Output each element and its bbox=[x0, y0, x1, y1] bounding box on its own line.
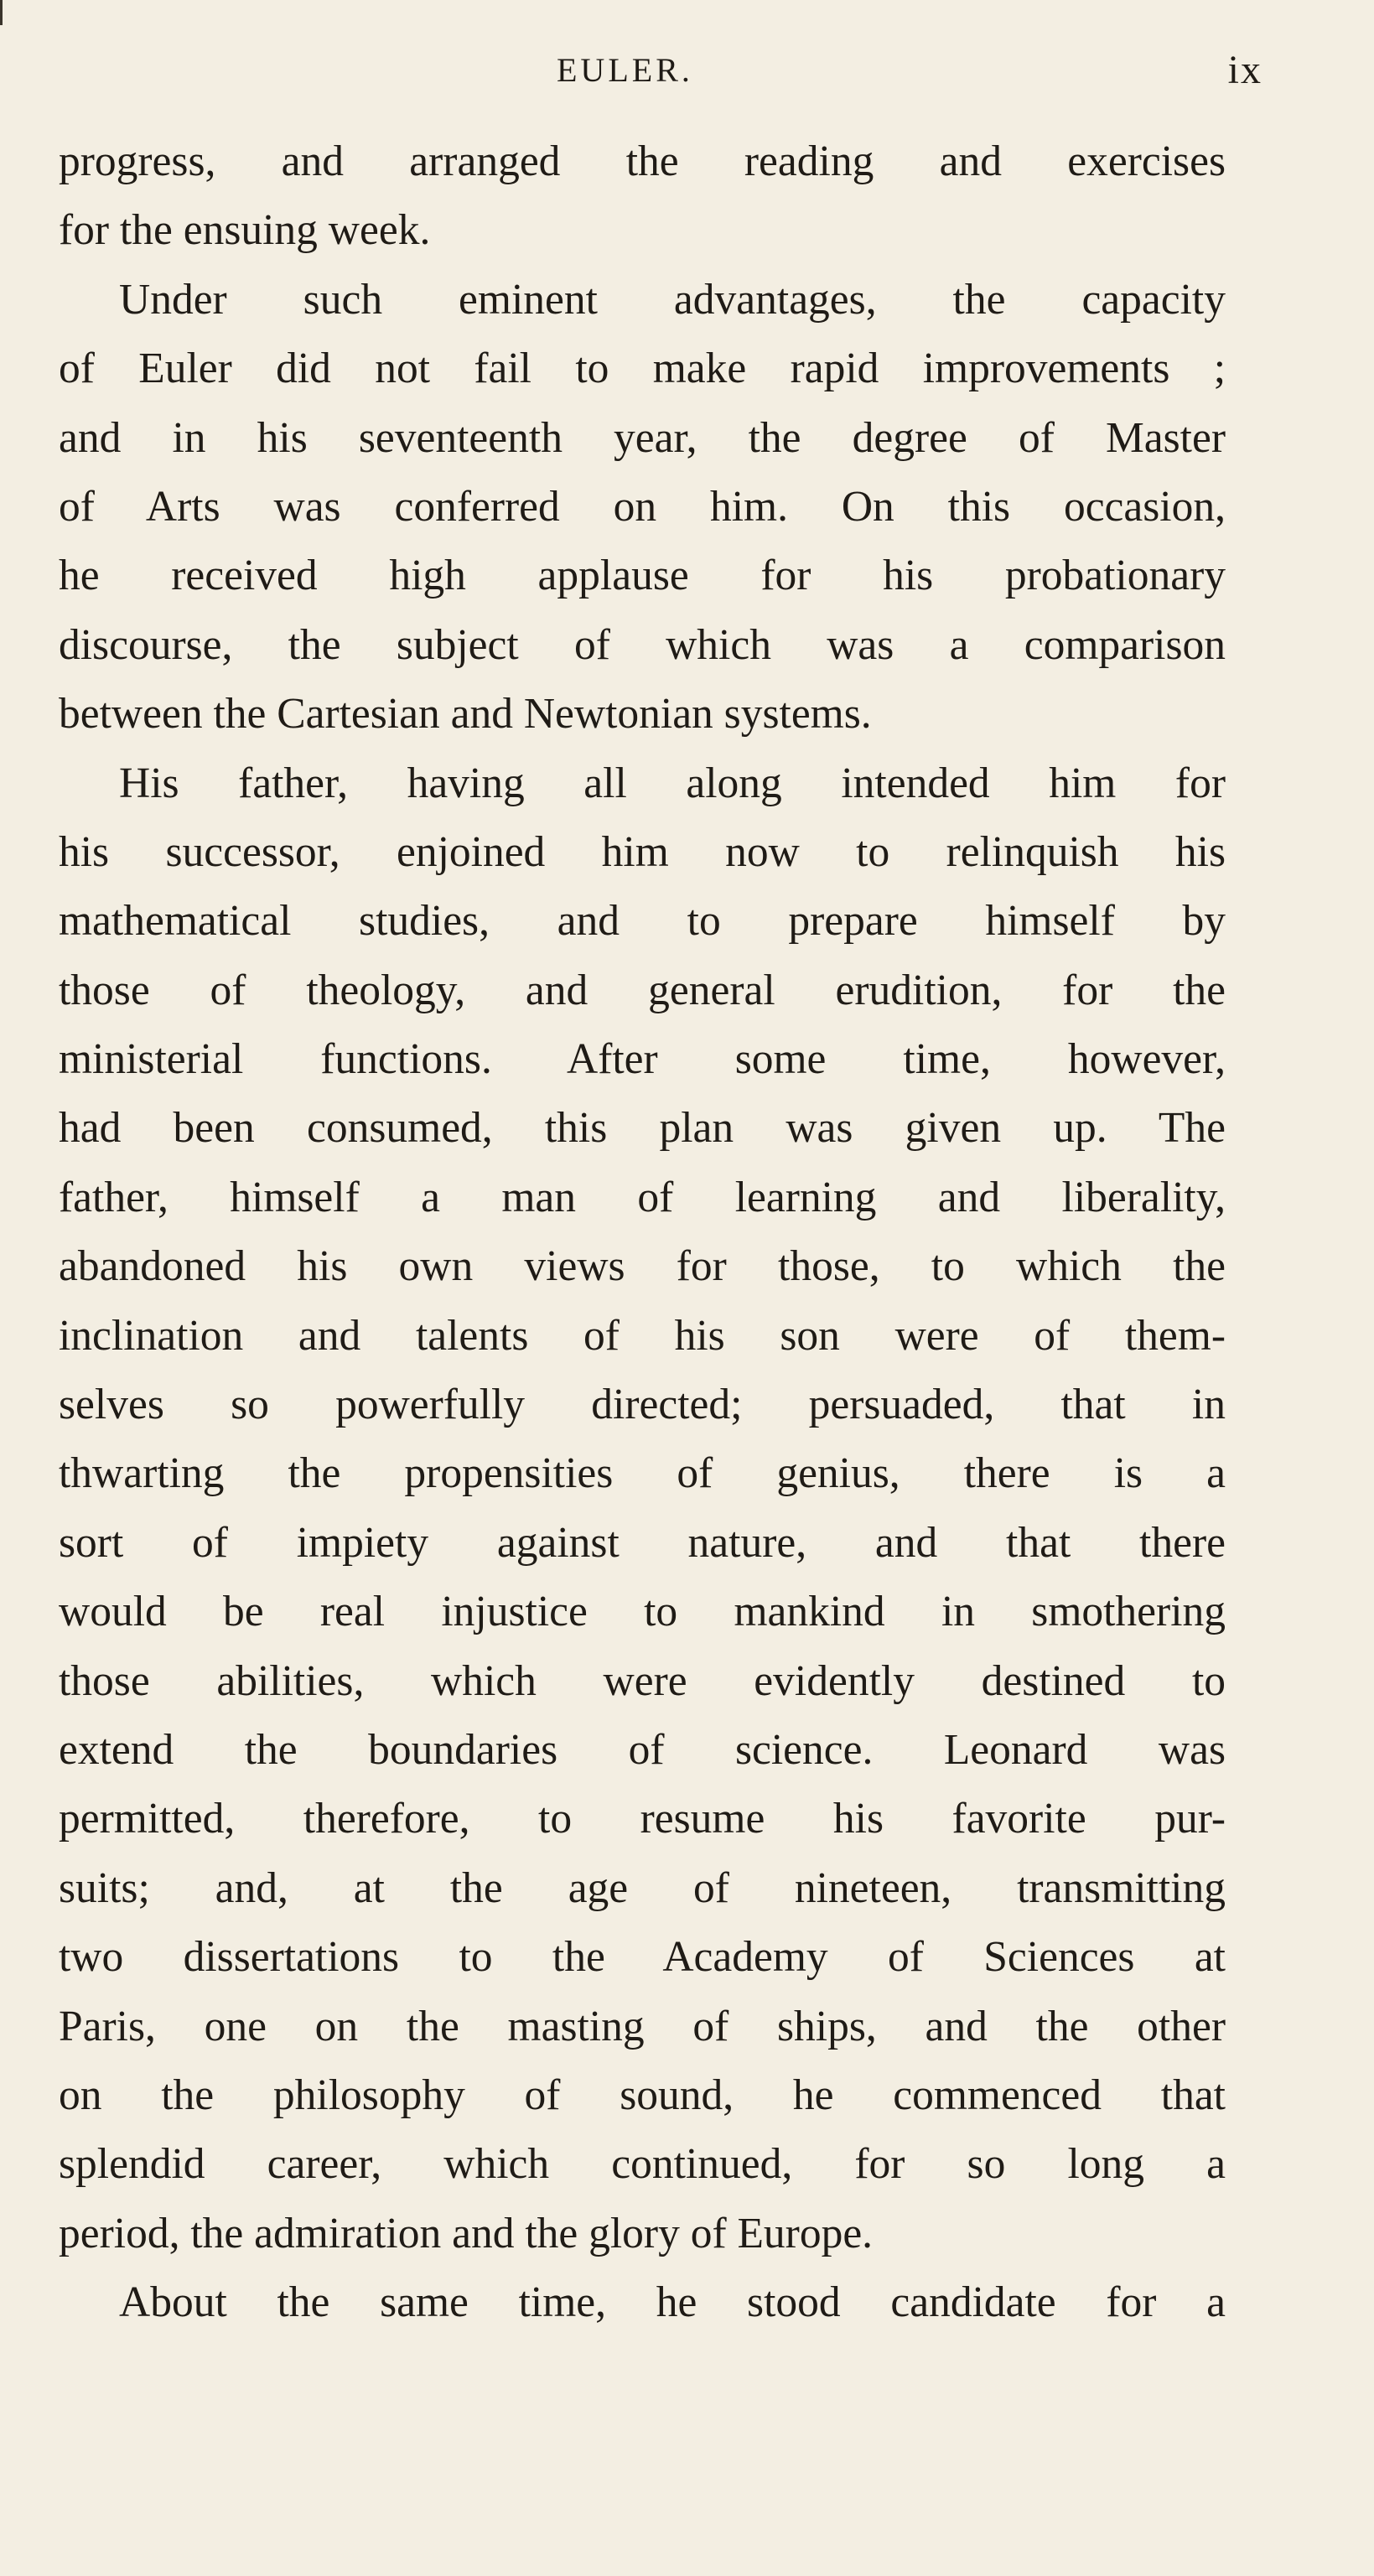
text-line: would be real injustice to mankind in smothering bbox=[59, 1588, 1226, 1636]
text-line: his successor, enjoined him now to relinquish his bbox=[59, 827, 1226, 876]
text-line: between the Cartesian and Newtonian systems. bbox=[59, 690, 872, 739]
page-edge-mark bbox=[0, 0, 3, 25]
text-line: of Euler did not fail to make rapid improvements ; bbox=[59, 345, 1226, 393]
text-line: Paris, one on the masting of ships, and the other bbox=[59, 2002, 1226, 2050]
text-line: progress, and arranged the reading and exercises bbox=[59, 137, 1226, 185]
running-title: EULER. bbox=[557, 51, 693, 89]
text-line: Under such eminent advantages, the capacity bbox=[119, 275, 1226, 324]
text-line: on the philosophy of sound, he commenced that bbox=[59, 2071, 1226, 2119]
text-line: His father, having all along intended him for bbox=[119, 759, 1226, 807]
text-line: had been consumed, this plan was given up. The bbox=[59, 1104, 1226, 1153]
text-line: selves so powerfully directed; persuaded, that in bbox=[59, 1381, 1226, 1429]
body-text bbox=[59, 127, 1226, 2338]
text-line: permitted, therefore, to resume his favorite pur- bbox=[59, 1795, 1226, 1843]
text-line: About the same time, he stood candidate for a bbox=[119, 2278, 1226, 2327]
text-line: those of theology, and general erudition, for the bbox=[59, 966, 1226, 1014]
text-line: ministerial functions. After some time, however, bbox=[59, 1035, 1226, 1084]
text-line: mathematical studies, and to prepare himself by bbox=[59, 897, 1226, 946]
running-head bbox=[0, 40, 1374, 91]
text-line: for the ensuing week. bbox=[59, 206, 431, 255]
text-line: thwarting the propensities of genius, there is a bbox=[59, 1449, 1226, 1498]
text-line: period, the admiration and the glory of Europe. bbox=[59, 2209, 874, 2257]
text-line: he received high applause for his probationary bbox=[59, 552, 1226, 600]
text-line: discourse, the subject of which was a comparison bbox=[59, 620, 1226, 669]
text-line: and in his seventeenth year, the degree of Master bbox=[59, 413, 1226, 462]
text-line: suits; and, at the age of nineteen, transmitting bbox=[59, 1863, 1226, 1912]
text-line: father, himself a man of learning and liberality, bbox=[59, 1173, 1226, 1221]
text-line: abandoned his own views for those, to which the bbox=[59, 1242, 1226, 1291]
text-line: sort of impiety against nature, and that there bbox=[59, 1518, 1226, 1567]
text-line: splendid career, which continued, for so long a bbox=[59, 2140, 1226, 2189]
text-line: of Arts was conferred on him. On this occasion, bbox=[59, 482, 1226, 531]
text-line: two dissertations to the Academy of Sciences at bbox=[59, 1933, 1226, 1982]
text-line: inclination and talents of his son were of them- bbox=[59, 1311, 1226, 1360]
page-number: ix bbox=[1227, 48, 1263, 92]
text-line: extend the boundaries of science. Leonard was bbox=[59, 1725, 1226, 1774]
text-line: those abilities, which were evidently destined to bbox=[59, 1656, 1226, 1705]
